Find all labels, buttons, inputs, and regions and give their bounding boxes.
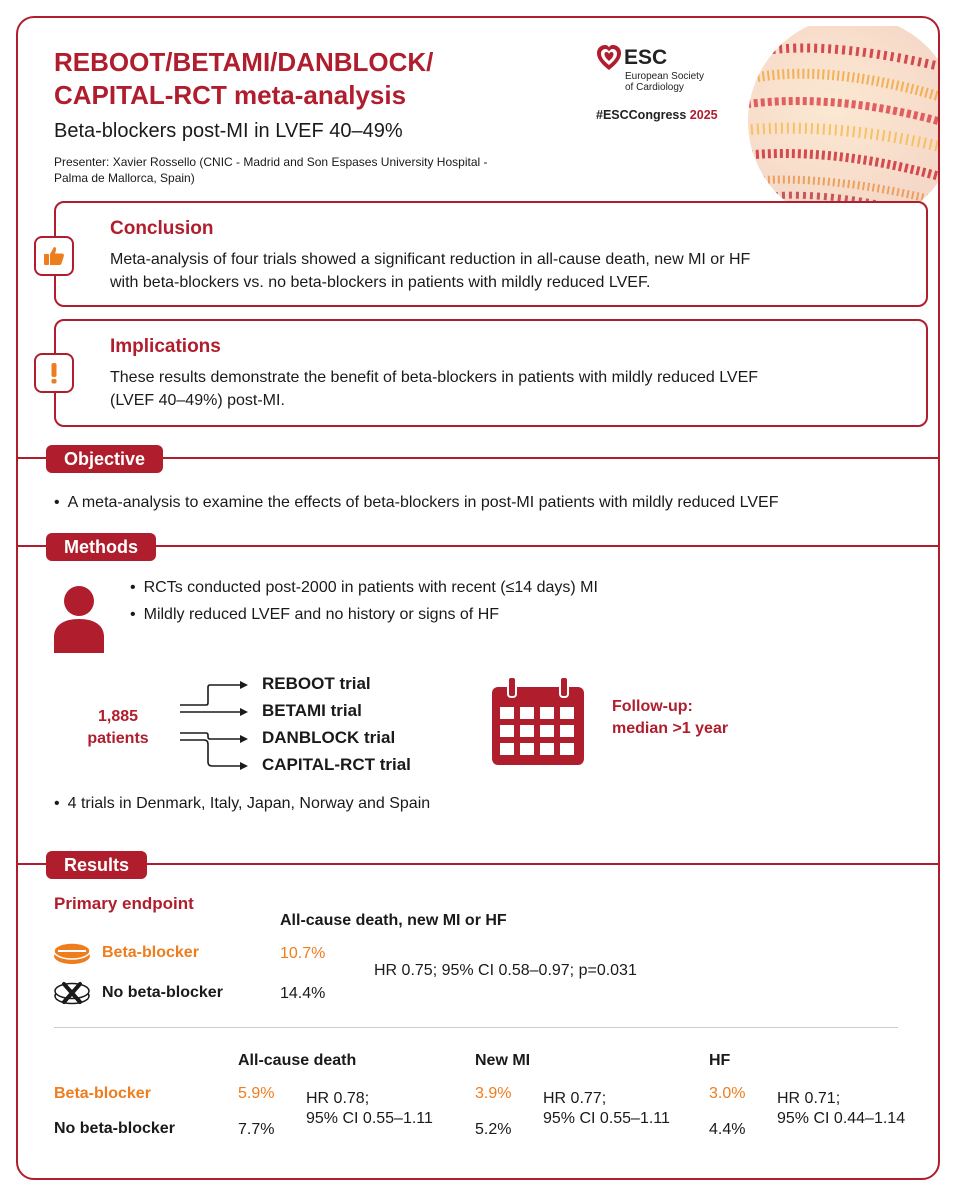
conclusion-heading: Conclusion <box>110 218 214 239</box>
patients-word: patients <box>87 730 149 747</box>
title-line-1: REBOOT/BETAMI/DANBLOCK/ <box>54 47 434 77</box>
hf-hr-line: HR 0.71; <box>777 1090 841 1107</box>
presenter-line-1: Presenter: Xavier Rossello (CNIC - Madrid and Son Espases University Hospital - <box>54 155 488 169</box>
results-tab: Results <box>46 851 147 879</box>
objective-tab: Objective <box>46 445 163 473</box>
primary-hr: HR 0.75; 95% CI 0.58–0.97; p=0.031 <box>374 962 637 979</box>
conclusion-line-2: with beta-blockers vs. no beta-blockers in patients with mildly reduced LVEF. <box>110 274 651 291</box>
all-cause-death-ci-line: 95% CI 0.55–1.11 <box>306 1110 433 1127</box>
trial-branch-arrows <box>178 676 250 776</box>
hf-nobb: 4.4% <box>709 1121 746 1138</box>
trial-reboot: REBOOT trial <box>262 674 371 693</box>
hf-hr <box>777 1089 905 1129</box>
primary-nobb-value: 14.4% <box>280 985 326 1002</box>
new-mi-nobb: 5.2% <box>475 1121 512 1138</box>
page-subtitle: Beta-blockers post-MI in LVEF 40–49% <box>54 120 403 142</box>
trial-capital-rct: CAPITAL-RCT trial <box>262 755 411 774</box>
follow-up-label <box>612 696 728 740</box>
new-mi-ci-line: 95% CI 0.55–1.11 <box>543 1110 670 1127</box>
conclusion-line-1: Meta-analysis of four trials showed a significant reduction in all-cause death, new MI or HF <box>110 251 751 268</box>
new-mi-bb: 3.9% <box>475 1085 512 1102</box>
methods-tab: Methods <box>46 533 156 561</box>
methods-bullet-2: • Mildly reduced LVEF and no history or signs of HF <box>130 605 499 625</box>
calendar-icon <box>490 675 586 767</box>
presenter-line-2: Palma de Mallorca, Spain) <box>54 171 195 185</box>
implications-line-1: These results demonstrate the benefit of beta-blockers in patients with mildly reduced LVEF <box>110 369 759 386</box>
implications-line-2: (LVEF 40–49%) post-MI. <box>110 392 285 409</box>
decorative-globe-image <box>728 26 938 206</box>
primary-bb-label: Beta-blocker <box>102 944 199 961</box>
congress-year: 2025 <box>689 108 718 122</box>
arrow-capital <box>180 740 240 766</box>
thumbs-up-icon <box>42 244 66 268</box>
methods-bullet-1: • RCTs conducted post-2000 in patients with recent (≤14 days) MI <box>130 578 598 598</box>
all-cause-death-header: All-cause death <box>238 1052 357 1069</box>
trial-danblock: DANBLOCK trial <box>262 728 396 747</box>
all-cause-death-hr-line: HR 0.78; <box>306 1090 370 1107</box>
hf-bb: 3.0% <box>709 1085 746 1102</box>
implications-text <box>110 366 900 412</box>
implications-icon-box <box>34 353 74 393</box>
presenter-info <box>54 154 524 186</box>
primary-endpoint-label: Primary endpoint <box>54 894 194 913</box>
secondary-nobb-label: No beta-blocker <box>54 1120 175 1137</box>
arrow-danblock <box>180 733 240 739</box>
conclusion-icon-box <box>34 236 74 276</box>
esc-logo-subtitle <box>625 71 704 93</box>
esc-sub-line-1: European Society <box>625 71 704 82</box>
conclusion-box <box>54 201 928 307</box>
esc-logo-name: ESC <box>624 46 668 69</box>
objective-bullet: • A meta-analysis to examine the effects of beta-blockers in post-MI patients with mildly reduced LVEF <box>54 493 778 513</box>
implications-heading: Implications <box>110 336 221 357</box>
hf-ci-line: 95% CI 0.44–1.14 <box>777 1110 906 1127</box>
all-cause-death-bb: 5.9% <box>238 1085 275 1102</box>
primary-bb-value: 10.7% <box>280 945 326 962</box>
no-pill-icon <box>52 980 92 1006</box>
esc-heart-icon <box>596 44 622 72</box>
follow-up-line-2: median >1 year <box>612 720 729 737</box>
methods-countries-bullet: • 4 trials in Denmark, Italy, Japan, Norway and Spain <box>54 794 430 814</box>
congress-tag <box>596 108 718 122</box>
results-divider <box>16 863 940 865</box>
esc-sub-line-2: of Cardiology <box>625 82 684 93</box>
patients-count-label <box>78 706 158 750</box>
follow-up-line-1: Follow-up: <box>612 698 693 715</box>
person-icon <box>52 585 106 653</box>
exclamation-icon <box>42 361 66 385</box>
conclusion-text <box>110 248 900 294</box>
new-mi-header: New MI <box>475 1052 531 1069</box>
primary-nobb-label: No beta-blocker <box>102 984 223 1001</box>
implications-box <box>54 319 928 427</box>
all-cause-death-nobb: 7.7% <box>238 1121 275 1138</box>
trial-betami: BETAMI trial <box>262 701 362 720</box>
congress-hashtag: #ESCCongress <box>596 108 687 122</box>
hf-header: HF <box>709 1052 731 1069</box>
title-line-2: CAPITAL-RCT meta-analysis <box>54 80 407 110</box>
arrow-reboot <box>180 685 240 705</box>
all-cause-death-hr <box>306 1089 433 1129</box>
page-title <box>54 46 433 112</box>
primary-endpoint-header: All-cause death, new MI or HF <box>280 912 507 929</box>
pill-icon <box>52 940 92 966</box>
patients-count: 1,885 <box>97 708 139 725</box>
secondary-bb-label: Beta-blocker <box>54 1085 151 1102</box>
results-separator <box>54 1027 898 1028</box>
new-mi-hr-line: HR 0.77; <box>543 1090 607 1107</box>
new-mi-hr <box>543 1089 670 1129</box>
